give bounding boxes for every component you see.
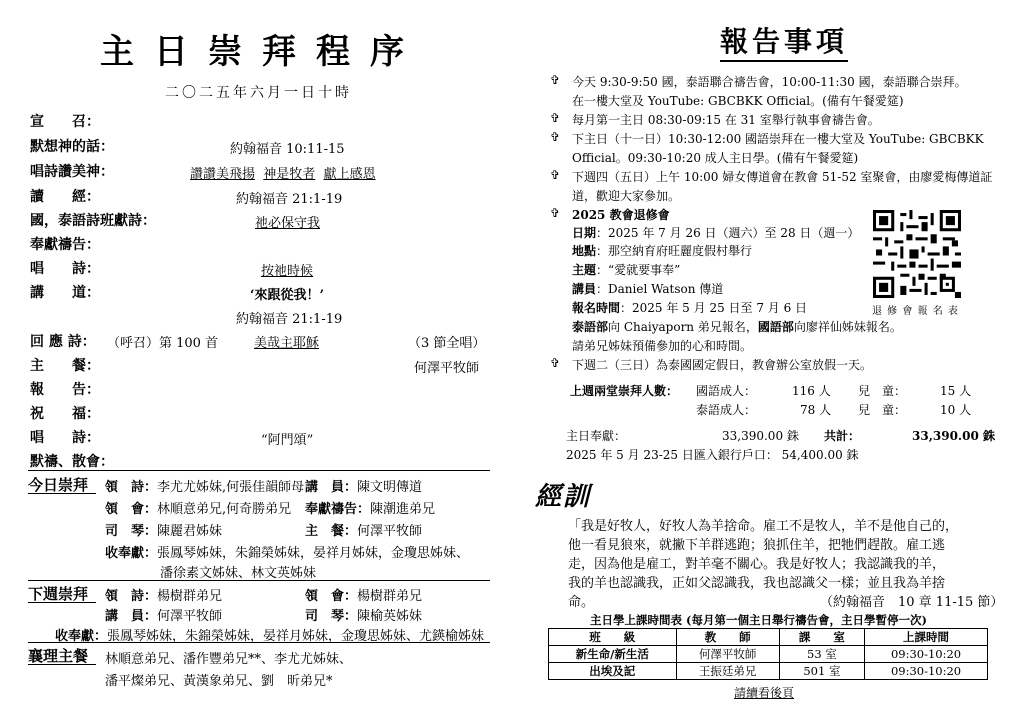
school-table [548, 628, 988, 680]
helpers-label: 襄理主餐 [28, 647, 89, 665]
order-label: 講 道： [30, 285, 100, 301]
table-header: 教 師 [676, 629, 779, 646]
order-label: 宣 召： [30, 114, 100, 130]
table-header: 上課時間 [865, 629, 988, 646]
retreat-key: 地點 [572, 244, 597, 258]
verse-line: 「我是好牧人，好牧人為羊捨命。雇工不是牧人，羊不是他自己的， [568, 519, 959, 534]
retreat-key: 報名時間 [572, 301, 621, 315]
verse-line: 我的羊也認識我，正如父認識我，我也認識父一樣；並且我為羊捨 [568, 576, 946, 591]
announcement-line: Official。09:30-10:20 成人主日學。(備有午餐愛筵) [572, 151, 859, 165]
attendance-label: 上週兩堂崇拜人數： [570, 384, 679, 398]
table-cell: 09:30-10:20 [865, 663, 988, 680]
retreat-value: 請弟兄姊妹預備參加的心和時間。 [572, 339, 753, 353]
cross-icon: ✞ [550, 206, 561, 220]
verse-reference: （約翰福音 10 章 11-15 節） [820, 595, 1004, 610]
cross-icon: ✞ [550, 168, 561, 182]
offering-total-value: 33,390.00 銖 [912, 429, 995, 443]
qr-caption: 退 修 會 報 名 表 [872, 306, 959, 317]
announcement-line: 今天 9:30-9:50 國，泰語聯合禱告會，10:00-11:30 國，泰語聯合崇拜。 [572, 75, 967, 89]
order-label: 唱 詩： [30, 430, 100, 446]
order-label: 唱詩讚美神： [30, 164, 114, 180]
role-label: 領 詩： [105, 589, 158, 604]
table-cell: 501 室 [779, 663, 864, 680]
role-label: 領 會： [105, 502, 158, 517]
retreat-title: 2025 教會退修會 [572, 208, 670, 222]
cross-icon: ✞ [550, 356, 561, 370]
role-value: 張鳳琴姊妹，朱錦榮姊妹，晏祥月姊妹，金瓊思姊妹、 [157, 546, 470, 561]
role-label: 領 會： [305, 589, 358, 604]
verse-line: 走，因為他是雇工，對羊毫不關心。我是好牧人；我認識我的羊， [568, 557, 946, 572]
hymn-list [190, 163, 376, 182]
order-label: 回 應 詩： [30, 334, 96, 350]
role-value: 何澤平牧師 [357, 524, 423, 539]
divider [28, 602, 96, 603]
order-label: 默禱、散會： [30, 454, 114, 470]
table-cell: 何澤平牧師 [676, 646, 779, 663]
sermon-title: ‘來跟從我！’ [250, 288, 325, 303]
role-label: 主 餐： [305, 524, 358, 539]
role-label: 收奉獻： [105, 546, 158, 561]
next-week-label: 下週崇拜 [28, 585, 89, 603]
order-label: 默想神的話： [30, 139, 114, 155]
announcement-line: 每月第一主日 08:30-09:15 在 31 室舉行執事會禱告會。 [572, 113, 880, 127]
role-label: 講 員： [305, 480, 358, 495]
attendance-key: 泰語成人： [696, 403, 757, 417]
role-value: 何澤平牧師 [157, 609, 223, 624]
role-value: 陳麗君姊妹 [157, 524, 223, 539]
table-header: 課 室 [779, 629, 864, 646]
attendance-value: 15 人 [940, 384, 972, 398]
verse-title: 經訓 [535, 482, 592, 512]
retreat-key: 國語部 [757, 320, 794, 334]
divider [28, 493, 96, 494]
qr-code-icon[interactable] [873, 210, 961, 298]
offering-value: 33,390.00 銖 [722, 429, 799, 443]
announcement-line: 下主日（十一日）10:30-12:00 國語崇拜在一樓大堂及 YouTube: GBCBKK [572, 132, 984, 146]
order-label: 祝 福： [30, 406, 100, 422]
order-label: 奉獻禱告： [30, 237, 100, 253]
retreat-key: 主題 [572, 263, 597, 277]
table-cell: 53 室 [779, 646, 864, 663]
divider [28, 580, 490, 581]
announcements-title: 報告事項 [720, 20, 848, 62]
offering-total-key: 共計： [824, 429, 861, 443]
table-row [549, 663, 988, 680]
service-date: 二〇二五年六月一日十時 [165, 85, 352, 101]
table-header-row [549, 629, 988, 646]
retreat-key: 講員 [572, 282, 597, 296]
role-value: 陳文明傳道 [357, 480, 423, 495]
order-extra: （3 節全唱） [408, 336, 486, 351]
order-value: “阿門頌” [261, 433, 314, 448]
retreat-value: ：2025 年 7 月 26 日（週六）至 28 日（週一） [596, 226, 860, 240]
order-label: 唱 詩： [30, 261, 100, 277]
announcement-line: 道，歡迎大家參加。 [572, 189, 681, 203]
table-cell: 出埃及記 [549, 663, 677, 680]
order-value: 祂必保守我 [255, 216, 321, 231]
role-label: 領 詩： [105, 480, 158, 495]
order-value: 美哉主耶穌 [254, 336, 320, 351]
role-value: 林順意弟兄,何奇勝弟兄 [157, 502, 292, 517]
hymn-title: 神是牧者 [263, 167, 316, 182]
divider [28, 470, 490, 471]
role-value: 張鳳琴姊妹，朱錦榮姊妹，晏祥月姊妹，金瓊思姊妹、尤鍈榆姊妹 [107, 629, 485, 644]
order-value: 約翰福音 10:11-15 [230, 142, 345, 157]
attendance-key: 國語成人： [696, 384, 757, 398]
offering-key: 主日奉獻： [566, 429, 627, 443]
role-value: 潘徐素文姊妹、林文英姊妹 [160, 566, 317, 581]
verse-line: 他一看見狼來，就撇下羊群逃跑；狼抓住羊，把牠們趕散。雇工逃 [568, 538, 946, 553]
helpers-line: 林順意弟兄、潘作豐弟兄**、李尤尤姊妹、 [105, 652, 353, 667]
divider [28, 664, 96, 665]
role-label: 收奉獻： [55, 629, 108, 644]
announcement-line: 在一樓大堂及 YouTube: GBCBKK Official。(備有午餐愛筵) [572, 94, 904, 108]
attendance-value: 116 人 [792, 384, 831, 398]
retreat-value: 向廖祥仙姊妹報名。 [793, 320, 902, 334]
attendance-value: 10 人 [940, 403, 972, 417]
role-value: 楊樹群弟兄 [357, 589, 423, 604]
role-value: 楊樹群弟兄 [157, 589, 223, 604]
retreat-value: ：“愛就要事奉” [596, 263, 681, 277]
helpers-line: 潘平燦弟兄、黃漢象弟兄、劉 昕弟兄* [105, 674, 333, 689]
retreat-key: 泰語部 [572, 320, 609, 334]
school-title: 主日學上課時間表 (每月第一個主日舉行禱告會，主日學暫停一次) [590, 613, 927, 627]
retreat-value: ：2025 年 5 月 25 日至 7 月 6 日 [620, 301, 808, 315]
bank-deposit: 2025 年 5 月 23-25 日匯入銀行戶口： 54,400.00 銖 [566, 448, 859, 462]
role-label: 司 琴： [305, 609, 358, 624]
order-label: 主 餐： [30, 358, 100, 374]
today-label: 今日崇拜 [28, 476, 89, 494]
order-label: 國，泰語詩班獻詩： [30, 213, 156, 229]
attendance-key: 兒 童： [858, 403, 907, 417]
retreat-value: ：那空納育府旺麗度假村舉行 [596, 244, 753, 258]
table-header: 班 級 [549, 629, 677, 646]
order-value: 約翰福音 21:1-19 [236, 192, 343, 207]
role-value: 陳潮進弟兄 [370, 502, 436, 517]
hymn-title: 讚讚美飛揚 [190, 167, 256, 182]
role-label: 奉獻禱告： [305, 502, 371, 517]
hymn-title: 獻上感恩 [323, 167, 376, 182]
table-cell: 09:30-10:20 [865, 646, 988, 663]
page-title: 主日崇拜程序 [100, 32, 424, 72]
retreat-value: ：Daniel Watson 傳道 [596, 282, 724, 296]
order-prefix: （呼召）第 100 首 [107, 336, 219, 351]
table-cell: 新生命/新生活 [549, 646, 677, 663]
table-row [549, 646, 988, 663]
order-value: 何澤平牧師 [414, 361, 480, 376]
role-label: 講 員： [105, 609, 158, 624]
order-value: 按祂時候 [261, 264, 314, 279]
role-value: 陳榆英姊妹 [357, 609, 423, 624]
order-label: 讀 經： [30, 189, 100, 205]
cross-icon: ✞ [550, 111, 561, 125]
retreat-value: 向 Chaiyaporn 弟兄報名， [608, 320, 758, 334]
role-label: 司 琴： [105, 524, 158, 539]
retreat-key: 日期 [572, 226, 597, 240]
cross-icon: ✞ [550, 130, 561, 144]
cross-icon: ✞ [550, 73, 561, 87]
attendance-key: 兒 童： [858, 384, 907, 398]
order-value: 約翰福音 21:1-19 [236, 312, 343, 327]
announcement-line: 下週二（三日）為泰國國定假日，教會辦公室放假一天。 [572, 358, 873, 372]
table-cell: 王振廷弟兄 [676, 663, 779, 680]
divider [28, 642, 490, 643]
announcement-line: 下週四（五日）上午 10:00 婦女傳道會在教會 51-52 室聚會，由廖愛梅傳道証 [572, 170, 993, 184]
role-value: 李尤尤姊妹,何張佳韻師母 [157, 480, 305, 495]
continue-link[interactable]: 請續看後頁 [734, 686, 795, 700]
attendance-value: 78 人 [800, 403, 832, 417]
order-label: 報 告： [30, 382, 100, 398]
verse-line: 命。 [568, 595, 595, 610]
